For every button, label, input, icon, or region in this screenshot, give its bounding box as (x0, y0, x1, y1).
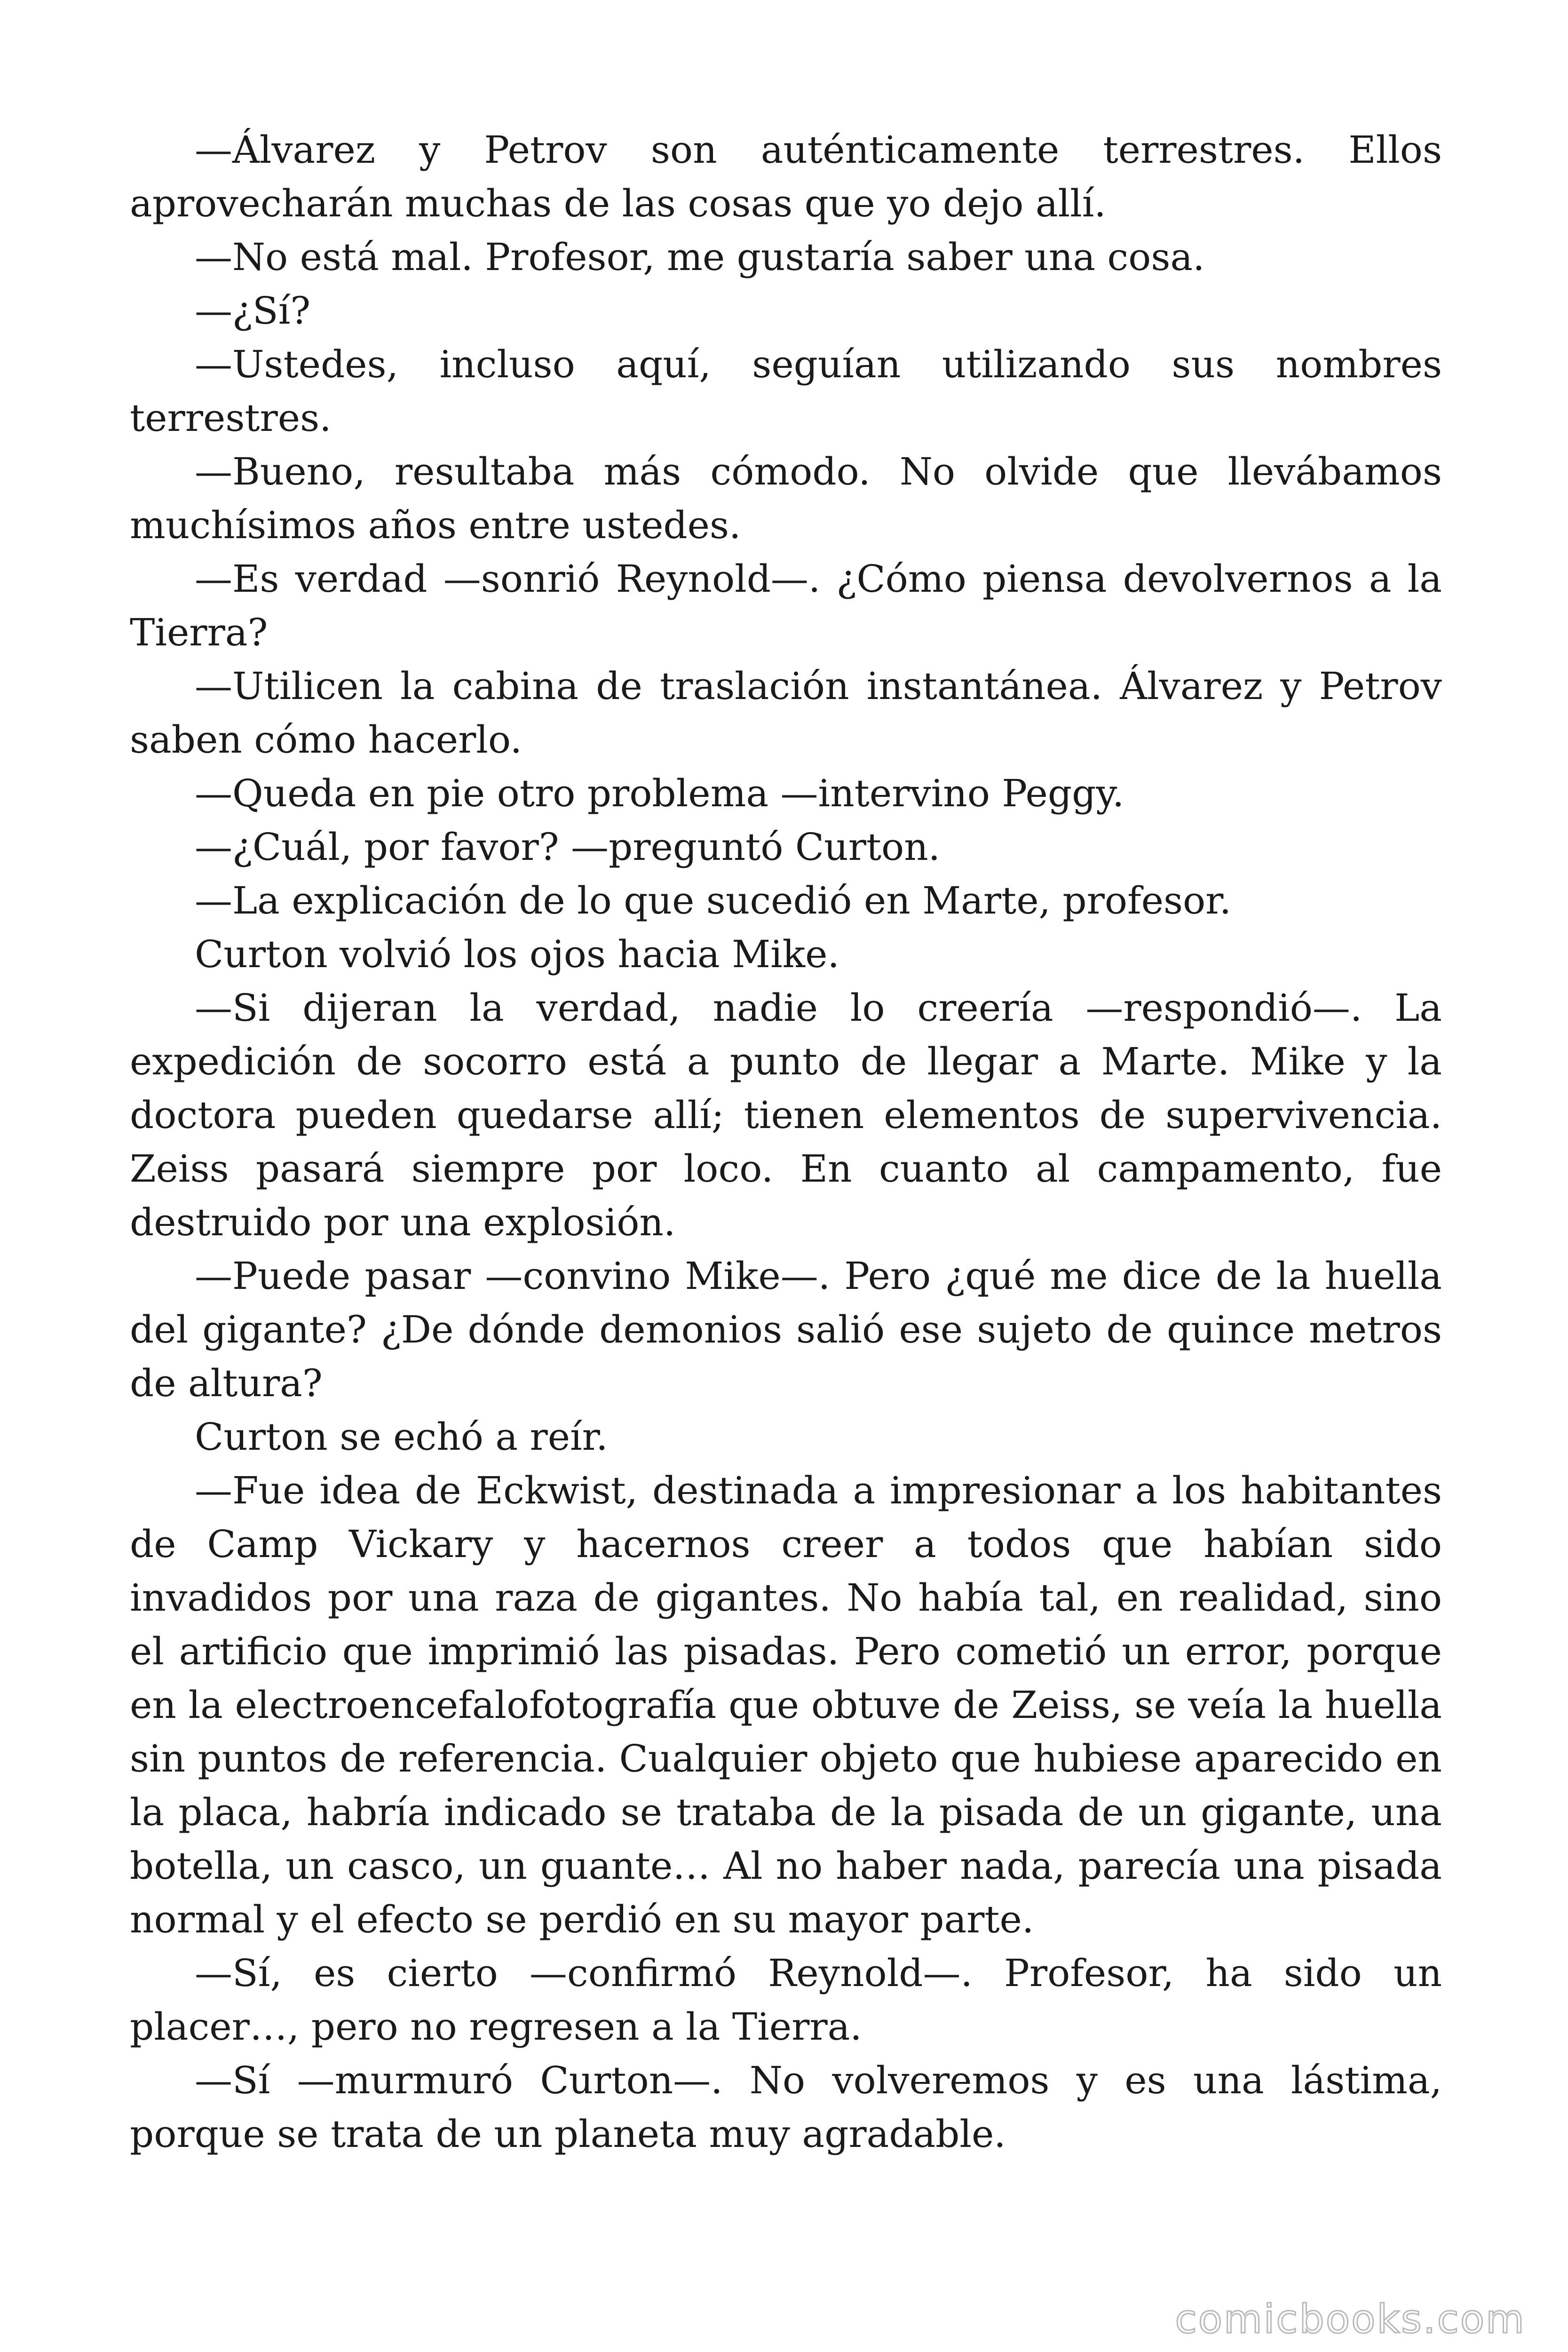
paragraph: —Utilicen la cabina de traslación instantánea. Álvarez y Petrov saben cómo hacerlo. (130, 664, 1442, 762)
paragraph: Curton se echó a reír. (195, 1415, 608, 1459)
paragraph: —La explicación de lo que sucedió en Marte, profesor. (195, 879, 1232, 922)
paragraph: —Bueno, resultaba más cómodo. No olvide que llevábamos muchísimos años entre ustedes. (130, 450, 1442, 547)
paragraph: —Si dijeran la verdad, nadie lo creería —respondió—. La expedición de socorro está a punto de llegar a Marte. Mike y la doctora pueden quedarse allí; tienen elementos de supervivencia. Zeiss pasará siempre por loco. En cuanto al campamento, fue destruido por una explosión. (130, 986, 1442, 1244)
paragraph: —Álvarez y Petrov son auténticamente terrestres. Ellos aprovecharán muchas de las cosas que yo dejo allí. (130, 128, 1442, 225)
paragraph: —¿Cuál, por favor? —preguntó Curton. (195, 825, 941, 869)
paragraph: —Fue idea de Eckwist, destinada a impresionar a los habitantes de Camp Vickary y hacernos creer a todos que habían sido invadidos por una raza de gigantes. No había tal, en realidad, sino el artificio que imprimió las pisadas. Pero cometió un error, porque en la electroencefalofotografía que obtuve de Zeiss, se veía la huella sin puntos de referencia. Cualquier objeto que hubiese aparecido en la placa, habría indicado se trataba de la pisada de un gigante, una botella, un casco, un guante… Al no haber nada, parecía una pisada normal y el efecto se perdió en su mayor parte. (130, 1469, 1442, 1941)
paragraph: —Ustedes, incluso aquí, seguían utilizando sus nombres terrestres. (130, 342, 1442, 440)
paragraph: —Es verdad —sonrió Reynold—. ¿Cómo piensa devolvernos a la Tierra? (130, 557, 1442, 654)
paragraph: —Queda en pie otro problema —intervino Peggy. (195, 771, 1125, 815)
paragraph: —Sí —murmuró Curton—. No volveremos y es una lástima, porque se trata de un planeta muy agradable. (130, 2058, 1442, 2156)
paragraph: —Sí, es cierto —confirmó Reynold—. Profesor, ha sido un placer…, pero no regresen a la Tierra. (130, 1951, 1442, 2049)
paragraph: Curton volvió los ojos hacia Mike. (195, 932, 839, 976)
watermark-logo: comicbooks.com (1175, 2296, 1526, 2342)
paragraph: —¿Sí? (195, 289, 311, 333)
book-page-text (130, 123, 1442, 2161)
paragraph: —No está mal. Profesor, me gustaría saber una cosa. (195, 235, 1205, 279)
paragraph: —Puede pasar —convino Mike—. Pero ¿qué me dice de la huella del gigante? ¿De dónde demonios salió ese sujeto de quince metros de altura? (130, 1254, 1442, 1405)
